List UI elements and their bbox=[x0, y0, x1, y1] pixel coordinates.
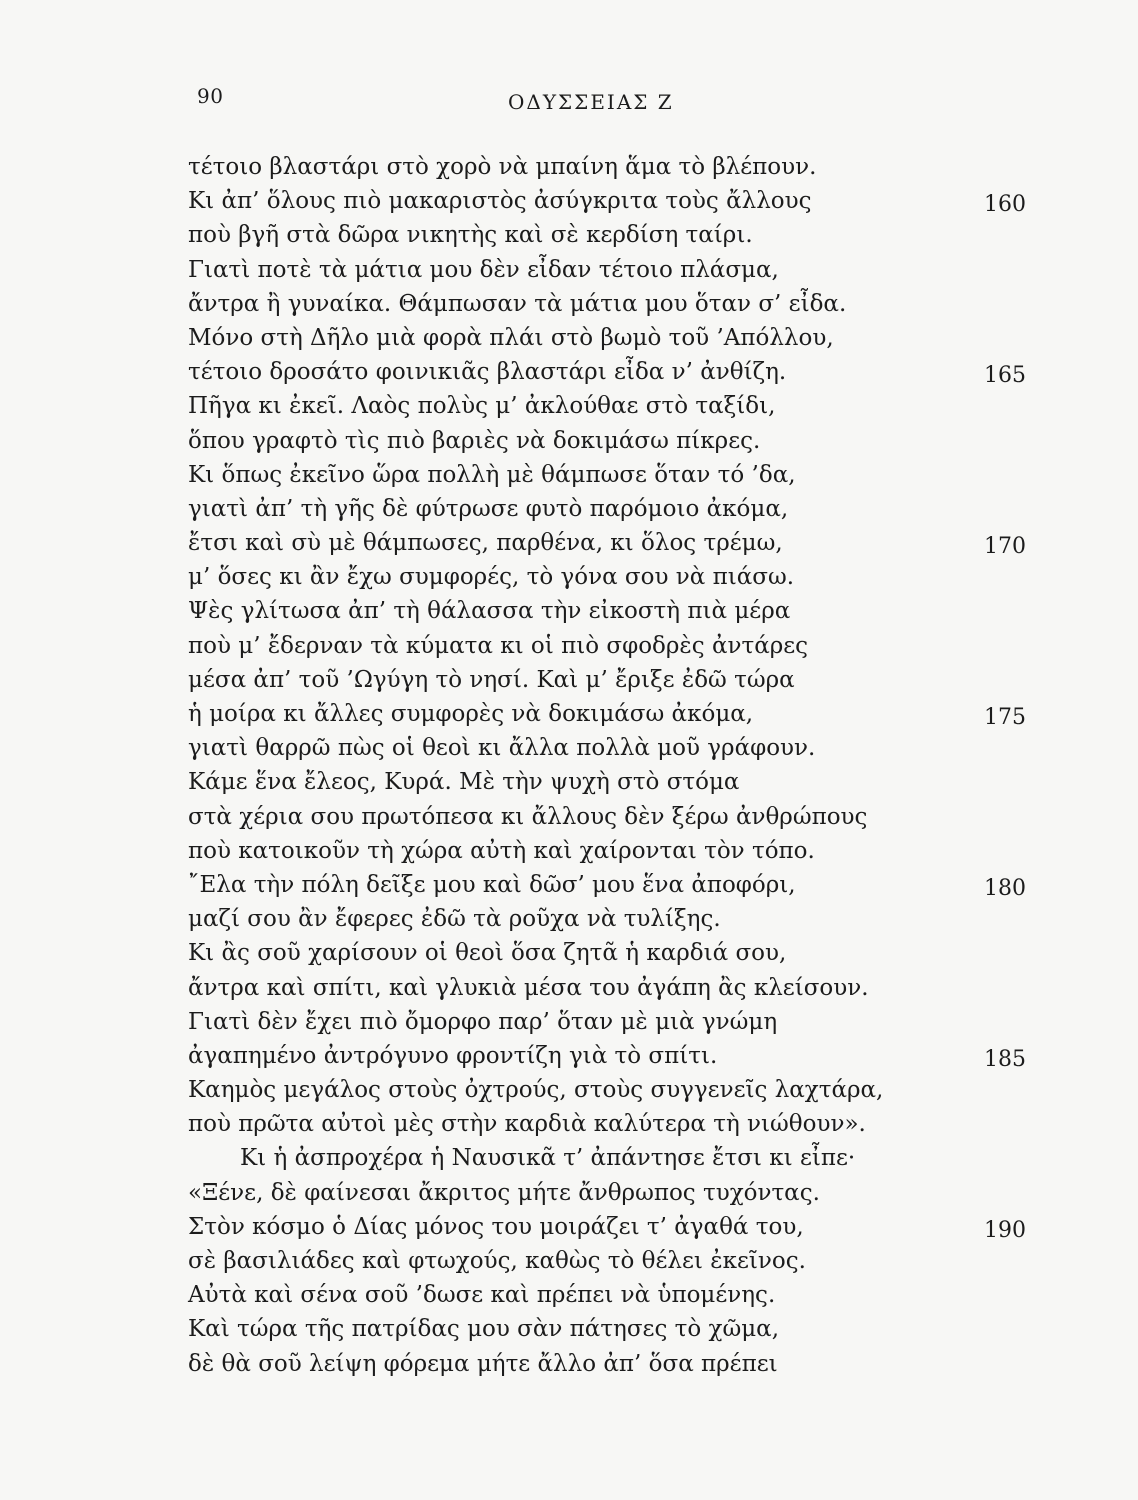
poem-line bbox=[188, 321, 1118, 355]
poem-line bbox=[188, 492, 1118, 526]
poem-line-text: Γιατὶ δὲν ἔχει πιὸ ὄμορφο παρ’ ὅταν μὲ μιὰ γνώμη bbox=[188, 1008, 778, 1035]
poem-line bbox=[188, 1107, 1118, 1141]
poem-line-text: ἄντρα ἢ γυναίκα. Θάμπωσαν τὰ μάτια μου ὅταν σ’ εἶδα. bbox=[188, 290, 847, 317]
poem-line-text: ποὺ βγῆ στὰ δῶρα νικητὴς καὶ σὲ κερδίση ταίρι. bbox=[188, 222, 753, 249]
poem-line bbox=[188, 1210, 1118, 1244]
line-number: 165 bbox=[984, 363, 1026, 389]
poem-line-text: τέτοιο δροσάτο φοινικιᾶς βλαστάρι εἶδα ν’ ἀνθίζη. bbox=[188, 359, 787, 386]
poem-line bbox=[188, 1312, 1118, 1346]
poem-line-text: Στὸν κόσμο ὁ Δίας μόνος του μοιράζει τ’ ἀγαθά του, bbox=[188, 1213, 804, 1240]
poem-line bbox=[188, 971, 1118, 1005]
poem-line-text: ἄντρα καὶ σπίτι, καὶ γλυκιὰ μέσα του ἀγάπη ἂς κλείσουν. bbox=[188, 974, 869, 1001]
line-number: 180 bbox=[984, 875, 1026, 901]
line-number: 160 bbox=[984, 192, 1026, 218]
poem-line-text: Κι ἡ ἀσπροχέρα ἡ Ναυσικᾶ τ’ ἀπάντησε ἔτσι κι εἶπε· bbox=[240, 1145, 856, 1172]
poem-line bbox=[188, 458, 1118, 492]
poem-line bbox=[188, 150, 1118, 184]
poem-line-text: ποὺ πρῶτα αὐτοὶ μὲς στὴν καρδιὰ καλύτερα τὴ νιώθουν». bbox=[188, 1111, 866, 1138]
poem-text bbox=[188, 150, 1118, 1381]
poem-line bbox=[188, 1005, 1118, 1039]
poem-line-text: Ψὲς γλίτωσα ἀπ’ τὴ θάλασσα τὴν εἰκοστὴ πιὰ μέρα bbox=[188, 598, 791, 625]
poem-line-text: ὅπου γραφτὸ τὶς πιὸ βαριὲς νὰ δοκιμάσω πίκρες. bbox=[188, 427, 761, 454]
line-number: 170 bbox=[984, 534, 1026, 560]
poem-line bbox=[188, 697, 1118, 731]
poem-line bbox=[188, 218, 1118, 252]
poem-line bbox=[188, 184, 1118, 218]
poem-line-text: ποὺ μ’ ἔδερναν τὰ κύματα κι οἱ πιὸ σφοδρὲς ἀντάρες bbox=[188, 632, 809, 659]
poem-line-text: Κι ὅπως ἐκεῖνο ὥρα πολλὴ μὲ θάμπωσε ὅταν τό ’δα, bbox=[188, 461, 796, 488]
poem-line-text: μαζί σου ἂν ἔφερες ἐδῶ τὰ ροῦχα νὰ τυλίξης. bbox=[188, 906, 721, 933]
poem-line bbox=[188, 253, 1118, 287]
poem-line bbox=[188, 1141, 1118, 1175]
poem-line bbox=[188, 663, 1118, 697]
poem-line-text: Κι ἂς σοῦ χαρίσουν οἱ θεοὶ ὅσα ζητᾶ ἡ καρδιά σου, bbox=[188, 940, 787, 967]
poem-line-text: δὲ θὰ σοῦ λείψη φόρεμα μήτε ἄλλο ἀπ’ ὅσα πρέπει bbox=[188, 1350, 778, 1377]
poem-line bbox=[188, 800, 1118, 834]
poem-line bbox=[188, 902, 1118, 936]
poem-line-text: τέτοιο βλαστάρι στὸ χορὸ νὰ μπαίνη ἅμα τὸ βλέπουν. bbox=[188, 154, 817, 180]
poem-line bbox=[188, 424, 1118, 458]
poem-line bbox=[188, 526, 1118, 560]
poem-line bbox=[188, 629, 1118, 663]
poem-line bbox=[188, 731, 1118, 765]
poem-line-text: μέσα ἀπ’ τοῦ ’Ωγύγη τὸ νησί. Καὶ μ’ ἔριξε ἐδῶ τώρα bbox=[188, 666, 795, 693]
poem-line-text: Αὐτὰ καὶ σένα σοῦ ’δωσε καὶ πρέπει νὰ ὑπομένης. bbox=[188, 1282, 776, 1309]
poem-line bbox=[188, 1073, 1118, 1107]
poem-line bbox=[188, 355, 1118, 389]
poem-line bbox=[188, 389, 1118, 423]
line-number: 190 bbox=[984, 1217, 1026, 1243]
poem-line bbox=[188, 287, 1118, 321]
poem-line-text: Κι ἀπ’ ὅλους πιὸ μακαριστὸς ἀσύγκριτα τοὺς ἄλλους bbox=[188, 188, 812, 215]
poem-line-text: Κάμε ἕνα ἔλεος, Κυρά. Μὲ τὴν ψυχὴ στὸ στόμα bbox=[188, 769, 740, 796]
poem-line-text: Καὶ τώρα τῆς πατρίδας μου σὰν πάτησες τὸ χῶμα, bbox=[188, 1316, 780, 1343]
poem-line-text: «Ξένε, δὲ φαίνεσαι ἄκριτος μήτε ἄνθρωπος τυχόντας. bbox=[188, 1179, 820, 1206]
poem-line bbox=[188, 834, 1118, 868]
poem-line-text: μ’ ὅσες κι ἂν ἔχω συμφορές, τὸ γόνα σου νὰ πιάσω. bbox=[188, 564, 795, 591]
poem-line-text: στὰ χέρια σου πρωτόπεσα κι ἄλλους δὲν ξέρω ἀνθρώπους bbox=[188, 803, 868, 830]
poem-line-text: ἡ μοίρα κι ἄλλες συμφορὲς νὰ δοκιμάσω ἀκόμα, bbox=[188, 701, 754, 727]
running-head: ΟΔΥΣΣΕΙΑΣ Ζ bbox=[508, 90, 674, 114]
poem-line-text: Πῆγα κι ἐκεῖ. Λαὸς πολὺς μ’ ἀκλούθαε στὸ ταξίδι, bbox=[188, 393, 776, 420]
poem-line bbox=[188, 936, 1118, 970]
poem-line bbox=[188, 765, 1118, 799]
line-number: 175 bbox=[984, 705, 1026, 730]
poem-line-text: Γιατὶ ποτὲ τὰ μάτια μου δὲν εἶδαν τέτοιο πλάσμα, bbox=[188, 256, 779, 283]
poem-line bbox=[188, 1176, 1118, 1210]
page-number: 90 bbox=[197, 84, 224, 108]
poem-line bbox=[188, 560, 1118, 594]
poem-line-text: ἔτσι καὶ σὺ μὲ θάμπωσες, παρθένα, κι ὅλος τρέμω, bbox=[188, 530, 783, 557]
poem-line-text: ἀγαπημένο ἀντρόγυνο φροντίζη γιὰ τὸ σπίτι. bbox=[188, 1042, 718, 1069]
poem-line bbox=[188, 1278, 1118, 1312]
poem-line bbox=[188, 1039, 1118, 1073]
line-number: 185 bbox=[984, 1046, 1026, 1072]
poem-line-text: Μόνο στὴ Δῆλο μιὰ φορὰ πλάι στὸ βωμὸ τοῦ ’Απόλλου, bbox=[188, 324, 834, 351]
poem-line-text: γιατὶ θαρρῶ πὼς οἱ θεοὶ κι ἄλλα πολλὰ μοῦ γράφουν. bbox=[188, 735, 816, 762]
poem-line bbox=[188, 868, 1118, 902]
poem-line bbox=[188, 1244, 1118, 1278]
poem-line-text: ῎Ελα τὴν πόλη δεῖξε μου καὶ δῶσ’ μου ἕνα ἀποφόρι, bbox=[188, 871, 796, 898]
poem-line-text: γιατὶ ἀπ’ τὴ γῆς δὲ φύτρωσε φυτὸ παρόμοιο ἀκόμα, bbox=[188, 495, 789, 522]
poem-line-text: ποὺ κατοικοῦν τὴ χώρα αὐτὴ καὶ χαίρονται τὸν τόπο. bbox=[188, 837, 815, 864]
poem-line-text: Καημὸς μεγάλος στοὺς ὀχτρούς, στοὺς συγγενεῖς λαχτάρα, bbox=[188, 1077, 884, 1104]
poem-line bbox=[188, 1347, 1118, 1381]
poem-line-text: σὲ βασιλιάδες καὶ φτωχούς, καθὼς τὸ θέλει ἐκεῖνος. bbox=[188, 1248, 806, 1274]
poem-line bbox=[188, 594, 1118, 628]
